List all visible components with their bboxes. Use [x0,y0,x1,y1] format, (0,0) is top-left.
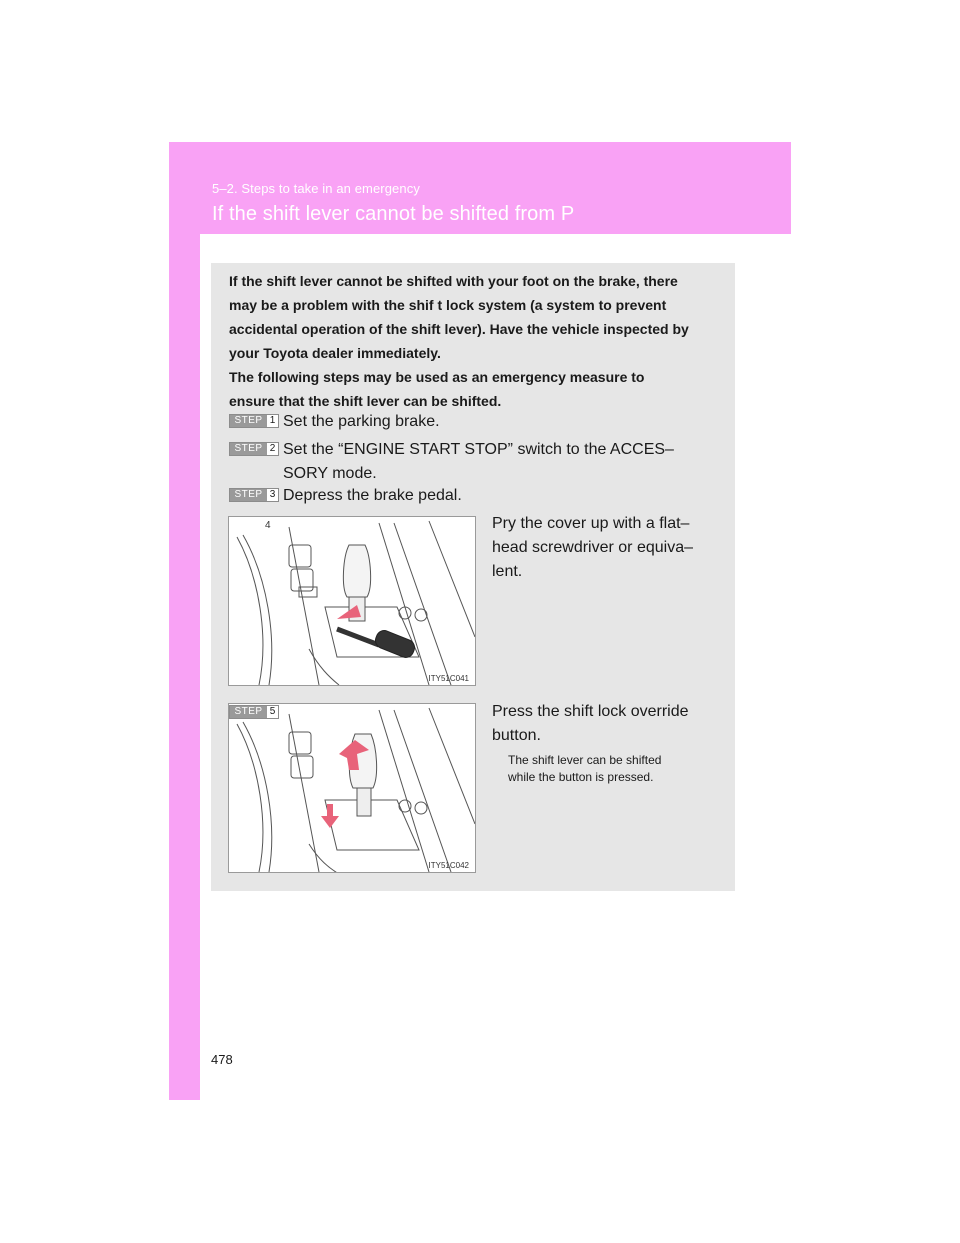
step-badge [229,488,279,502]
shift-lock-drawing [229,704,476,873]
step-badge [229,442,279,456]
intro-line: The following steps may be used as an emergency measure to [229,369,645,385]
section-label: 5‒2. Steps to take in an emergency [212,181,420,196]
step-badge-number: 1 [269,415,276,426]
step-badge-label: STEP [230,706,267,718]
step-badge-number: 3 [269,489,276,500]
step-badge [229,705,279,719]
step-text-line: Set the “ENGINE START STOP” switch to the ACCES‒ [283,441,674,458]
step-4-text [492,512,728,584]
step-badge-label: STEP [230,443,267,455]
intro-paragraph [229,269,721,413]
step-text: Set the parking brake. [283,413,440,430]
step-number-label: 4 [265,520,271,531]
step-badge-number: 5 [269,706,276,717]
step-text-line: SORY mode. [283,465,377,482]
intro-line: accidental operation of the shift lever). Have the vehicle inspected by [229,321,689,337]
step-badge-label: STEP [230,489,267,501]
intro-line: may be a problem with the shif t lock system (a system to prevent [229,297,667,313]
step-badge-label: STEP [230,415,267,427]
intro-line: ensure that the shift lever can be shifted. [229,393,502,409]
step-text [283,438,723,486]
step-text-line: lent. [492,563,523,580]
note-line: while the button is pressed. [508,770,654,784]
illustration-override-button [228,703,476,873]
step-text-line: Press the shift lock override [492,703,689,720]
step-text: Depress the brake pedal. [283,487,462,504]
side-tab [169,142,200,1100]
figure-code: ITY51C041 [428,674,469,683]
page-number: 478 [211,1052,233,1067]
figure-code: ITY51C042 [428,861,469,870]
step-badge-number: 2 [269,443,276,454]
illustration-pry-cover [228,516,476,686]
step-badge [229,414,279,428]
step-text-line: Pry the cover up with a flat‒ [492,515,690,532]
intro-line: If the shift lever cannot be shifted with your foot on the brake, there [229,273,678,289]
step-text-line: head screwdriver or equiva‒ [492,539,693,556]
shift-console-drawing [229,517,476,686]
note-line: The shift lever can be shifted [508,753,662,767]
step-text-line: button. [492,727,541,744]
step-5-note [508,752,728,786]
step-5-text [492,700,728,748]
intro-line: your Toyota dealer immediately. [229,345,441,361]
page-title: If the shift lever cannot be shifted from P [212,203,575,225]
